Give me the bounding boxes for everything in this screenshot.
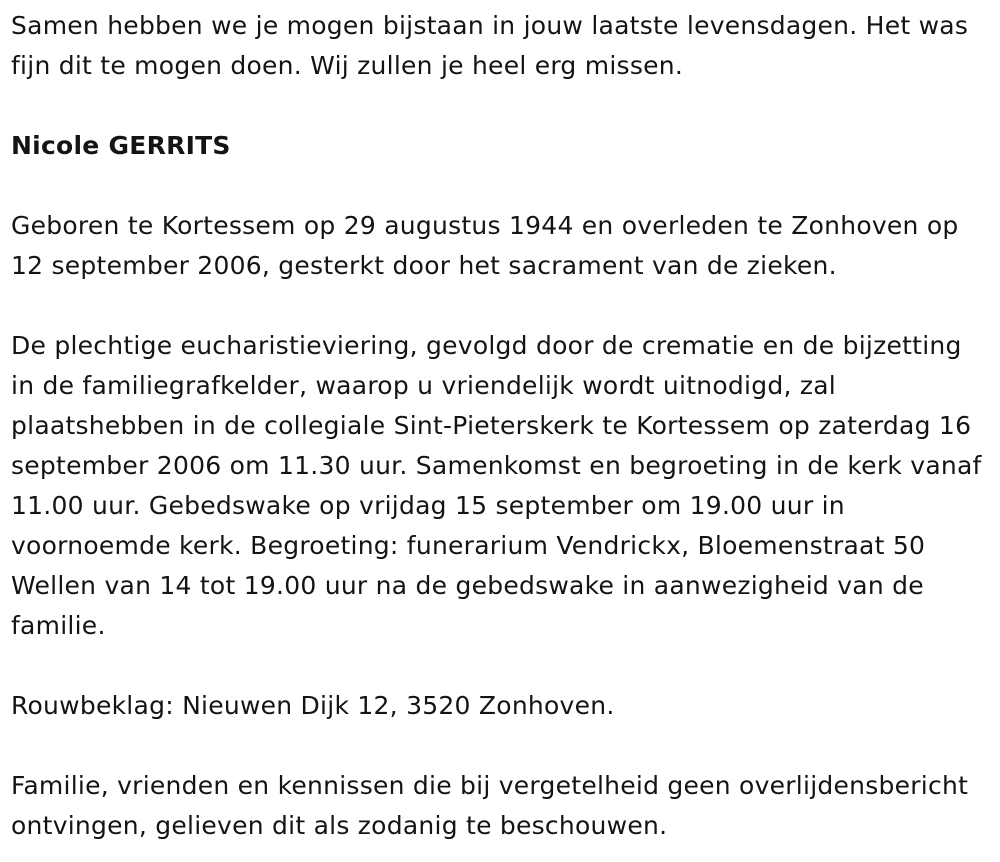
- deceased-name: Nicole GERRITS: [11, 131, 231, 160]
- closing-note: Familie, vrienden en kennissen die bij vergetelheid geen overlijdensbericht ontvingen, gelieven dit als zodanig te beschouwen.: [11, 771, 969, 840]
- birth-death-paragraph: Geboren te Kortessem op 29 augustus 1944 en overleden te Zonhoven op 12 september 2006, gesterkt door het sacrament van de zieken.: [11, 211, 959, 280]
- ceremony-paragraph: De plechtige eucharistieviering, gevolgd door de crematie en de bijzetting in de familiegrafkelder, waarop u vriendelijk wordt uitnodigd, zal plaatshebben in de collegiale Sint-Pieterskerk te Kortessem op zaterdag 16 september 2006 om 11.30 uur. Samenkomst en begroeting in de kerk vanaf 11.00 uur. Gebedswake op vrijdag 15 september om 19.00 uur in voornoemde kerk. Begroeting: funerarium Vendrickx, Bloemenstraat 50 Wellen van 14 tot 19.00 uur na de gebedswake in aanwezigheid van de familie.: [11, 331, 982, 640]
- obituary-document: [11, 6, 986, 846]
- condolence-address: Rouwbeklag: Nieuwen Dijk 12, 3520 Zonhoven.: [11, 691, 615, 720]
- intro-paragraph: Samen hebben we je mogen bijstaan in jouw laatste levensdagen. Het was fijn dit te mogen doen. Wij zullen je heel erg missen.: [11, 11, 969, 80]
